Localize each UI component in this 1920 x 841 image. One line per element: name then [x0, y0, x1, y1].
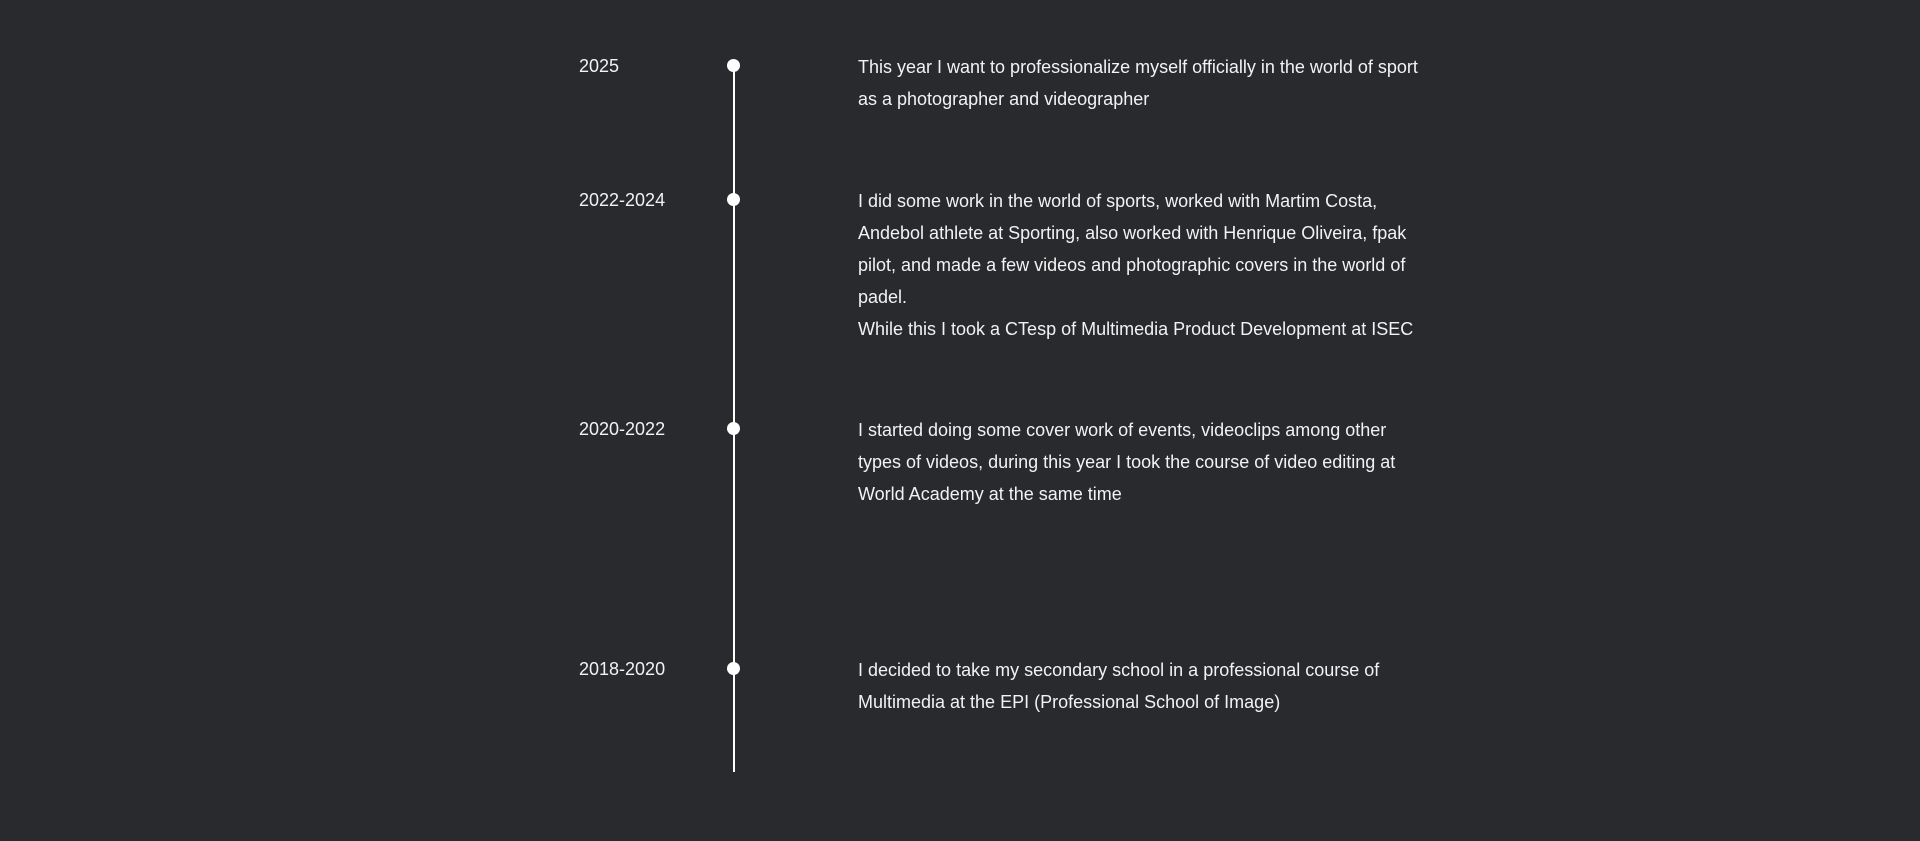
- timeline-description-text: I did some work in the world of sports, worked with Martim Costa, Andebol athlete at Sporting, also worked with Henrique Oliveira, fpak pilot, and made a few videos and photographic covers in the world of padel.: [858, 191, 1407, 307]
- timeline-description: [858, 414, 1428, 510]
- timeline-description-text: I started doing some cover work of events, videoclips among other types of videos, during this year I took the course of video editing at World Academy at the same time: [858, 420, 1396, 504]
- timeline-dot: [727, 59, 740, 72]
- timeline-year: 2022-2024: [579, 190, 666, 210]
- timeline-description-text: I decided to take my secondary school in a professional course of Multimedia at the EPI (Professional School of Image): [858, 660, 1380, 712]
- timeline-dot: [727, 662, 740, 675]
- timeline-dot: [727, 422, 740, 435]
- timeline-year: 2018-2020: [579, 659, 666, 679]
- timeline-description-text: While this I took a CTesp of Multimedia Product Development at ISEC: [858, 319, 1414, 339]
- timeline-description: [858, 185, 1428, 345]
- timeline-description: [858, 51, 1428, 115]
- timeline-year: 2020-2022: [579, 419, 666, 439]
- timeline-description-text: This year I want to professionalize myself officially in the world of sport as a photographer and videographer: [858, 57, 1418, 109]
- timeline-year: 2025: [579, 56, 620, 76]
- timeline-dot: [727, 193, 740, 206]
- timeline-description: [858, 654, 1428, 718]
